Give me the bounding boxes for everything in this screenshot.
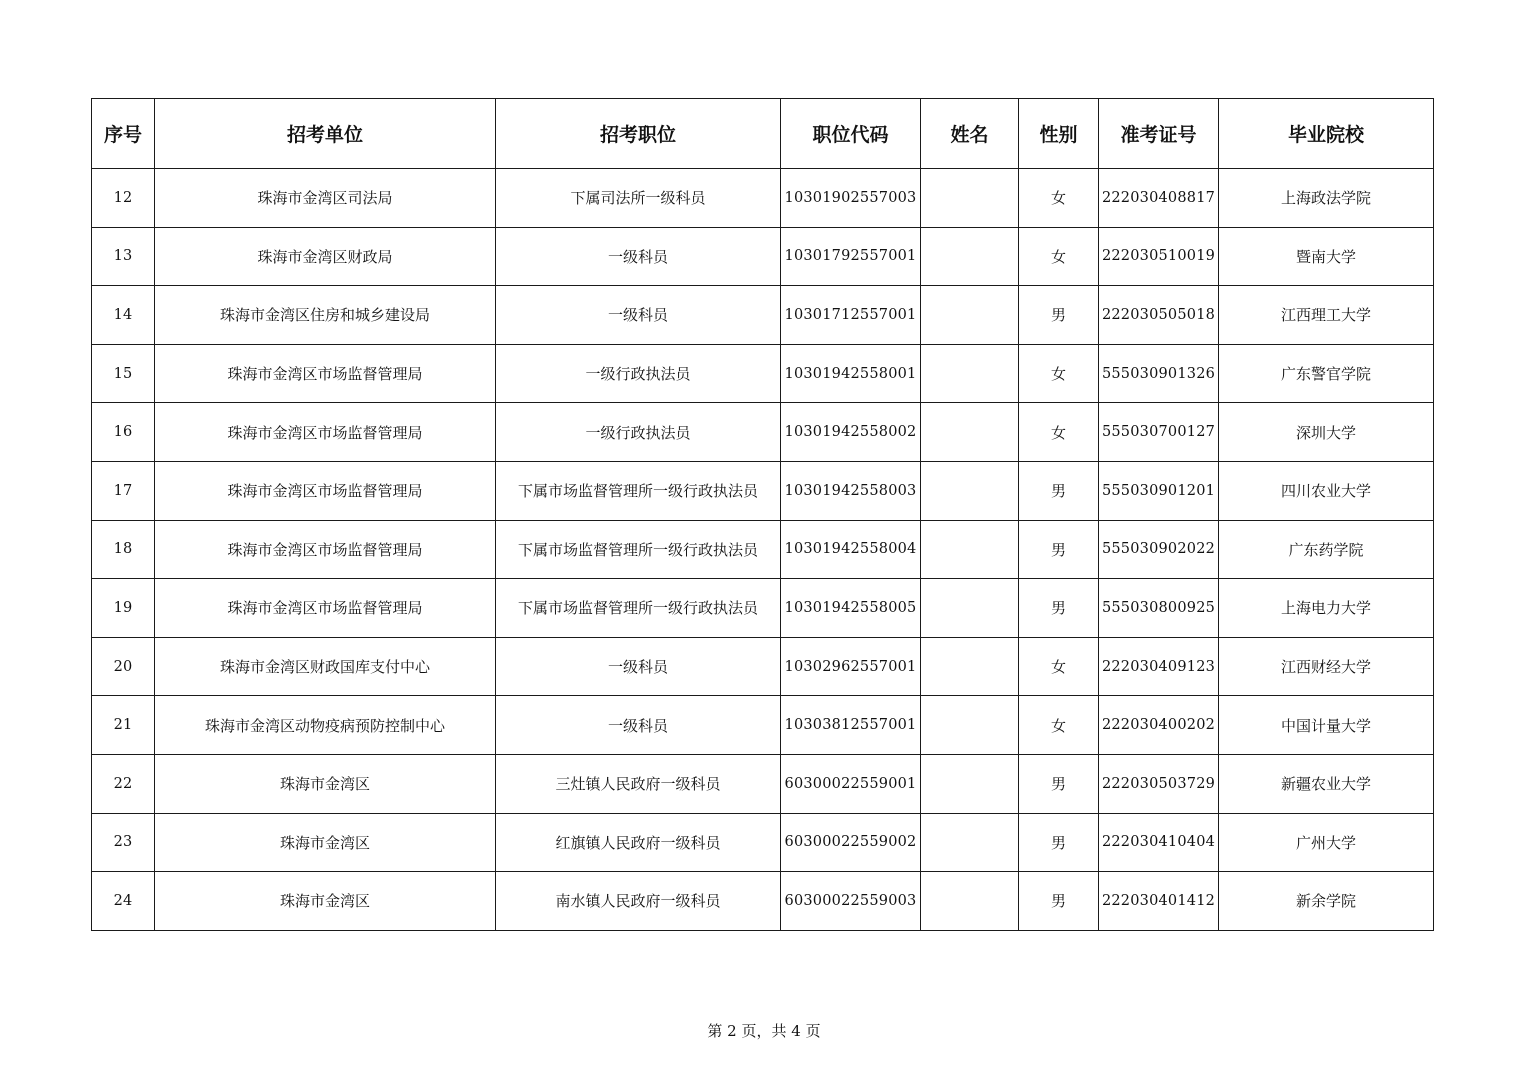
cell-school: 深圳大学: [1219, 403, 1434, 462]
cell-serial-number: 15: [92, 344, 155, 403]
cell-position-code: 10301902557003: [781, 169, 921, 228]
cell-admission-ticket: 222030409123: [1099, 637, 1219, 696]
cell-school: 广东警官学院: [1219, 344, 1434, 403]
table-row: [92, 754, 1434, 813]
header-gender: 性别: [1019, 99, 1099, 169]
cell-position-code: 10303812557001: [781, 696, 921, 755]
cell-recruiting-unit: 珠海市金湾区: [155, 813, 496, 872]
cell-serial-number: 13: [92, 227, 155, 286]
cell-admission-ticket: 222030505018: [1099, 286, 1219, 345]
cell-recruiting-unit: 珠海市金湾区: [155, 872, 496, 931]
cell-gender: 女: [1019, 696, 1099, 755]
cell-admission-ticket: 555030901326: [1099, 344, 1219, 403]
cell-serial-number: 17: [92, 461, 155, 520]
cell-school: 暨南大学: [1219, 227, 1434, 286]
cell-name: [921, 520, 1019, 579]
cell-recruiting-unit: 珠海市金湾区财政局: [155, 227, 496, 286]
header-position: 招考职位: [496, 99, 781, 169]
cell-name: [921, 813, 1019, 872]
cell-admission-ticket: 222030410404: [1099, 813, 1219, 872]
cell-gender: 女: [1019, 637, 1099, 696]
cell-gender: 男: [1019, 520, 1099, 579]
cell-name: [921, 344, 1019, 403]
cell-recruiting-unit: 珠海市金湾区财政国库支付中心: [155, 637, 496, 696]
cell-serial-number: 23: [92, 813, 155, 872]
page-footer: 第 2 页，共 4 页: [707, 1022, 821, 1040]
cell-name: [921, 637, 1019, 696]
cell-gender: 女: [1019, 169, 1099, 228]
cell-school: 新余学院: [1219, 872, 1434, 931]
cell-serial-number: 20: [92, 637, 155, 696]
cell-position: 一级科员: [496, 227, 781, 286]
cell-serial-number: 18: [92, 520, 155, 579]
cell-position: 一级科员: [496, 637, 781, 696]
cell-name: [921, 169, 1019, 228]
header-name: 姓名: [921, 99, 1019, 169]
cell-gender: 男: [1019, 754, 1099, 813]
cell-position: 南水镇人民政府一级科员: [496, 872, 781, 931]
cell-school: 广东药学院: [1219, 520, 1434, 579]
cell-position-code: 10301942558001: [781, 344, 921, 403]
table-row: [92, 520, 1434, 579]
cell-recruiting-unit: 珠海市金湾区市场监督管理局: [155, 520, 496, 579]
cell-position-code: 10301712557001: [781, 286, 921, 345]
cell-position: 三灶镇人民政府一级科员: [496, 754, 781, 813]
header-position-code: 职位代码: [781, 99, 921, 169]
cell-position: 下属司法所一级科员: [496, 169, 781, 228]
table-row: [92, 344, 1434, 403]
header-serial-number: 序号: [92, 99, 155, 169]
cell-name: [921, 872, 1019, 931]
cell-school: 广州大学: [1219, 813, 1434, 872]
cell-admission-ticket: 222030503729: [1099, 754, 1219, 813]
cell-position-code: 10301792557001: [781, 227, 921, 286]
cell-position-code: 10301942558004: [781, 520, 921, 579]
table-header: [92, 99, 1434, 169]
cell-school: 上海政法学院: [1219, 169, 1434, 228]
table-row: [92, 872, 1434, 931]
cell-admission-ticket: 222030510019: [1099, 227, 1219, 286]
cell-school: 上海电力大学: [1219, 579, 1434, 638]
cell-position: 下属市场监督管理所一级行政执法员: [496, 520, 781, 579]
cell-gender: 男: [1019, 461, 1099, 520]
table-row: [92, 579, 1434, 638]
cell-name: [921, 461, 1019, 520]
cell-gender: 男: [1019, 579, 1099, 638]
cell-position: 一级科员: [496, 286, 781, 345]
table-row: [92, 403, 1434, 462]
cell-school: 新疆农业大学: [1219, 754, 1434, 813]
cell-recruiting-unit: 珠海市金湾区: [155, 754, 496, 813]
cell-school: 四川农业大学: [1219, 461, 1434, 520]
cell-recruiting-unit: 珠海市金湾区司法局: [155, 169, 496, 228]
cell-recruiting-unit: 珠海市金湾区市场监督管理局: [155, 579, 496, 638]
cell-name: [921, 754, 1019, 813]
cell-gender: 男: [1019, 286, 1099, 345]
table-row: [92, 286, 1434, 345]
header-row: [92, 99, 1434, 169]
recruitment-table: [91, 98, 1434, 931]
header-school: 毕业院校: [1219, 99, 1434, 169]
header-admission-ticket: 准考证号: [1099, 99, 1219, 169]
cell-school: 江西财经大学: [1219, 637, 1434, 696]
cell-gender: 女: [1019, 227, 1099, 286]
cell-name: [921, 227, 1019, 286]
cell-admission-ticket: 555030700127: [1099, 403, 1219, 462]
cell-school: 中国计量大学: [1219, 696, 1434, 755]
cell-admission-ticket: 555030800925: [1099, 579, 1219, 638]
cell-position-code: 60300022559002: [781, 813, 921, 872]
cell-serial-number: 12: [92, 169, 155, 228]
cell-gender: 女: [1019, 344, 1099, 403]
cell-position-code: 10301942558003: [781, 461, 921, 520]
cell-serial-number: 16: [92, 403, 155, 462]
cell-recruiting-unit: 珠海市金湾区市场监督管理局: [155, 344, 496, 403]
cell-name: [921, 286, 1019, 345]
cell-recruiting-unit: 珠海市金湾区住房和城乡建设局: [155, 286, 496, 345]
cell-gender: 女: [1019, 403, 1099, 462]
cell-admission-ticket: 555030901201: [1099, 461, 1219, 520]
cell-position: 一级行政执法员: [496, 344, 781, 403]
table-row: [92, 637, 1434, 696]
cell-position: 下属市场监督管理所一级行政执法员: [496, 461, 781, 520]
table-row: [92, 227, 1434, 286]
cell-name: [921, 696, 1019, 755]
cell-serial-number: 21: [92, 696, 155, 755]
cell-gender: 男: [1019, 813, 1099, 872]
cell-name: [921, 579, 1019, 638]
cell-admission-ticket: 555030902022: [1099, 520, 1219, 579]
cell-position-code: 60300022559001: [781, 754, 921, 813]
cell-recruiting-unit: 珠海市金湾区市场监督管理局: [155, 403, 496, 462]
cell-gender: 男: [1019, 872, 1099, 931]
cell-position-code: 10301942558002: [781, 403, 921, 462]
cell-position-code: 10302962557001: [781, 637, 921, 696]
table-row: [92, 813, 1434, 872]
cell-school: 江西理工大学: [1219, 286, 1434, 345]
table-row: [92, 461, 1434, 520]
cell-admission-ticket: 222030401412: [1099, 872, 1219, 931]
table-row: [92, 696, 1434, 755]
cell-serial-number: 24: [92, 872, 155, 931]
cell-serial-number: 19: [92, 579, 155, 638]
cell-position-code: 60300022559003: [781, 872, 921, 931]
table-body: [92, 169, 1434, 931]
cell-position: 一级行政执法员: [496, 403, 781, 462]
cell-admission-ticket: 222030408817: [1099, 169, 1219, 228]
cell-admission-ticket: 222030400202: [1099, 696, 1219, 755]
cell-position: 红旗镇人民政府一级科员: [496, 813, 781, 872]
cell-position-code: 10301942558005: [781, 579, 921, 638]
cell-name: [921, 403, 1019, 462]
header-recruiting-unit: 招考单位: [155, 99, 496, 169]
cell-serial-number: 22: [92, 754, 155, 813]
cell-position: 下属市场监督管理所一级行政执法员: [496, 579, 781, 638]
cell-position: 一级科员: [496, 696, 781, 755]
cell-recruiting-unit: 珠海市金湾区动物疫病预防控制中心: [155, 696, 496, 755]
cell-recruiting-unit: 珠海市金湾区市场监督管理局: [155, 461, 496, 520]
cell-serial-number: 14: [92, 286, 155, 345]
table-row: [92, 169, 1434, 228]
